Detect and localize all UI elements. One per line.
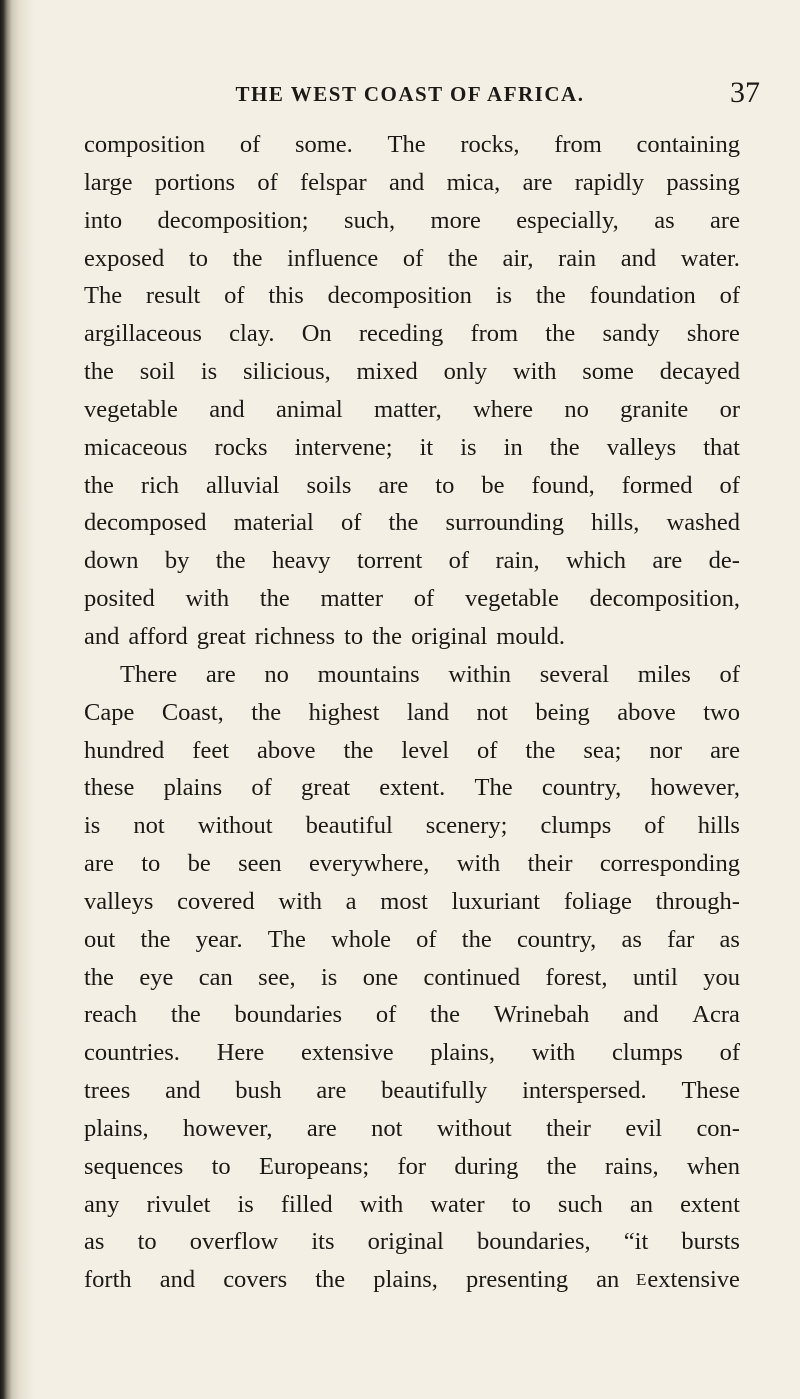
word: decomposed [84,509,207,537]
text-line [84,391,740,429]
word: with [278,887,322,915]
word: until [632,963,678,991]
word: of [224,282,245,310]
text-line [84,1186,740,1224]
word: see, [258,963,296,991]
word: and [388,168,425,196]
word: is [237,1190,254,1218]
word: On [301,320,332,348]
word: the [170,1001,201,1029]
word: be [481,471,505,499]
word: are [205,660,236,688]
text-line [84,1072,740,1110]
word: exposed [84,244,165,272]
word: “it [623,1228,649,1256]
word: water [430,1190,485,1218]
word: Here [216,1039,265,1067]
word: luxuriant [451,887,541,915]
text-line [84,996,740,1034]
word: the [343,736,374,764]
word: or [719,395,740,423]
word: the [259,585,290,613]
word: more [430,206,481,234]
word: the [430,1001,460,1029]
word: you [703,963,740,991]
word: are [84,850,114,878]
word: are [652,547,683,575]
page-number: 37 [730,76,760,109]
text-line [84,240,740,278]
word: decomposition [327,282,472,310]
word: sea; [583,736,622,764]
word: of [448,547,470,575]
word: The [387,131,426,158]
word: within [448,660,512,688]
word: miles [637,660,691,688]
word: some [582,358,634,386]
word: richness [254,622,336,650]
word: into [84,206,123,234]
word: beautifully [381,1077,488,1105]
word: is [320,963,338,991]
word: rivulet [146,1190,211,1218]
body-text [84,126,740,1299]
word: from [554,131,602,158]
word: of [340,509,362,537]
word: during [454,1152,519,1180]
word: animal [275,395,343,423]
word: whole [331,925,391,953]
word: rains, [604,1152,659,1180]
text-line [84,618,740,656]
word: to [435,471,455,499]
word: scenery; [425,812,508,840]
text-line [84,959,740,997]
word: the [232,244,263,272]
word: are [316,1077,347,1105]
word: shore [686,320,740,348]
word: result [145,282,201,310]
word: with [512,358,557,386]
word: intervene; [294,433,393,461]
word: valleys [606,433,677,461]
word: portions [154,168,236,196]
binding-gutter [0,0,34,1399]
text-line [84,883,740,921]
word: this [268,282,304,310]
word: to [511,1190,531,1218]
word: the [549,433,580,461]
word: bush [235,1077,282,1105]
word: beautiful [305,812,393,840]
word: of [644,812,665,840]
text-line [84,202,740,240]
word: to [211,1152,231,1180]
word: is [84,812,101,840]
word: the [461,925,492,953]
word: the [84,963,114,991]
word: great [301,774,351,802]
word: washed [666,509,740,537]
text-line [84,769,740,807]
word: of [257,168,278,196]
word: of [413,585,435,613]
word: however, [650,774,740,802]
word: being [535,698,590,726]
text-line [84,353,740,391]
word: of [251,774,272,802]
word: valleys [84,887,154,915]
word: great [196,622,246,650]
word: Cape [84,698,135,726]
word: micaceous [84,433,188,461]
word: however, [183,1114,273,1142]
word: countries. [84,1039,180,1067]
word: overflow [189,1228,279,1256]
word: the [447,244,478,272]
word: extent [680,1190,740,1218]
word: containing [636,131,740,158]
text-line [84,656,740,694]
word: Europeans; [258,1152,370,1180]
word: can [198,963,233,991]
word: interspersed. [522,1077,647,1105]
word: not [476,698,508,726]
word: level [401,736,450,764]
word: any [84,1190,120,1218]
word: through- [655,887,740,915]
word: felspar [300,168,367,196]
word: a [345,887,357,915]
word: is [495,282,513,310]
word: and [84,622,120,650]
word: matter, [374,395,442,423]
word: boundaries [234,1001,343,1029]
word: decomposition; [157,206,309,234]
word: their [527,850,573,878]
text-line [84,504,740,542]
word: down [84,547,139,575]
word: when [686,1152,740,1180]
text-line [84,542,740,580]
word: its [311,1228,335,1256]
word: water. [680,244,740,272]
word: that [703,433,740,461]
word: formed [621,471,693,499]
word: argillaceous [84,320,202,348]
text-line [84,467,740,505]
word: far [667,925,695,953]
word: evil [625,1114,663,1142]
word: such [557,1190,603,1218]
word: of [416,925,437,953]
word: year. [195,925,243,953]
word: and [209,395,245,423]
word: of [719,660,740,688]
word: the [388,509,419,537]
word: foliage [563,887,632,915]
word: and [159,1266,196,1294]
word: mould. [496,622,566,650]
word: clay. [229,320,275,348]
word: their [546,1114,591,1142]
word: to [137,1228,157,1256]
word: rich [140,471,180,499]
word: bursts [681,1228,740,1256]
word: country, [541,774,622,802]
text-line [84,1110,740,1148]
word: forth [84,1266,132,1294]
word: boundaries, [477,1228,591,1256]
word: Acra [692,1001,740,1029]
word: hundred [84,736,165,764]
word: of [375,1001,397,1029]
word: where [473,395,533,423]
word: above [617,698,676,726]
word: plains, [84,1114,149,1142]
word: con- [696,1114,740,1142]
text-line [84,845,740,883]
word: clumps [612,1039,683,1067]
word: as [654,206,675,234]
word: sequences [84,1152,184,1180]
word: afford [128,622,188,650]
word: matter [320,585,384,613]
word: the [372,622,403,650]
word: an [629,1190,653,1218]
word: granite [620,395,689,423]
word: rocks, [460,131,520,158]
word: of [719,282,740,310]
word: the [545,320,576,348]
word: The [84,282,123,310]
word: original [367,1228,444,1256]
word: is [200,358,218,386]
word: The [267,925,306,953]
word: the [315,1266,346,1294]
word: of [402,244,424,272]
word: it [419,433,434,461]
word: original [411,622,488,650]
word: the [525,736,556,764]
word: feet [192,736,229,764]
running-head: THE WEST COAST OF AFRICA. [235,82,585,106]
word: only [443,358,488,386]
word: silicious, [242,358,331,386]
word: as [719,925,740,953]
word: the [535,282,566,310]
word: country, [516,925,597,953]
word: of [719,1039,740,1067]
word: reach [84,1001,138,1029]
text-line [84,921,740,959]
word: foundation [589,282,696,310]
word: Wrinebah [493,1001,590,1029]
word: these [84,774,135,802]
word: such, [344,206,396,234]
word: plains [163,774,223,802]
word: as [621,925,642,953]
text-line [84,164,740,202]
word: of [477,736,498,764]
word: which [566,547,626,575]
word: presenting [466,1266,569,1294]
word: without [197,812,273,840]
word: rain, [495,547,540,575]
word: several [539,660,610,688]
word: continued [423,963,521,991]
word: of [239,131,261,158]
word: of [719,471,740,499]
word: vegetable [84,395,178,423]
word: the [251,698,282,726]
word: filled [280,1190,333,1218]
word: are [522,168,553,196]
word: as [84,1228,105,1256]
word: composition [84,131,206,158]
word: in [503,433,523,461]
word: surrounding [445,509,564,537]
word: are [378,471,409,499]
word: land [406,698,450,726]
word: two [703,698,740,726]
word: rapidly [574,168,645,196]
word: are [306,1114,337,1142]
word: no [564,395,589,423]
word: most [380,887,428,915]
word: by [164,547,190,575]
word: forest, [545,963,608,991]
text-line [84,315,740,353]
text-line [84,1223,740,1261]
text-line [84,807,740,845]
word: These [681,1077,740,1105]
text-line [84,1148,740,1186]
word: everywhere, [308,850,430,878]
word: hills, [591,509,640,537]
word: with [531,1039,576,1067]
word: soil [139,358,176,386]
word: and [623,1001,659,1029]
word: large [84,168,133,196]
word: de- [708,547,740,575]
word: and [165,1077,201,1105]
word: an [596,1266,620,1294]
word: covers [223,1266,288,1294]
word: heavy [272,547,331,575]
word: passing [666,168,740,196]
word: the [546,1152,577,1180]
word: extensive [301,1039,394,1067]
word: the [215,547,246,575]
word: The [474,774,513,802]
word: mica, [446,168,501,196]
word: plains, [373,1266,438,1294]
word: out [84,925,116,953]
word: found, [531,471,595,499]
word: especially, [516,206,619,234]
word: plains, [430,1039,495,1067]
word: without [436,1114,512,1142]
word: covered [177,887,255,915]
word: some. [294,131,353,158]
word: to [188,244,208,272]
word: material [233,509,314,537]
word: the [140,925,171,953]
text-line [84,732,740,770]
word: and [620,244,657,272]
word: receding [358,320,444,348]
word: highest [308,698,380,726]
word: to [344,622,364,650]
word: trees [84,1077,131,1105]
word: rocks [214,433,268,461]
word: hills [697,812,740,840]
word: be [187,850,211,878]
word: for [397,1152,427,1180]
word: extensive [647,1266,740,1294]
word: sandy [602,320,660,348]
word: nor [649,736,683,764]
word: rain [558,244,597,272]
word: with [359,1190,404,1218]
word: clumps [540,812,612,840]
word: extent. [379,774,446,802]
word: influence [287,244,379,272]
word: with [185,585,230,613]
word: the [84,358,114,386]
word: air, [502,244,534,272]
word: not [133,812,165,840]
word: posited [84,585,155,613]
word: mountains [317,660,420,688]
text-line [84,277,740,315]
word: Coast, [161,698,224,726]
word: the [84,471,114,499]
word: with [456,850,501,878]
word: There [120,660,178,688]
word: decomposition, [589,585,740,613]
word: mixed [356,358,418,386]
word: from [470,320,519,348]
word: vegetable [464,585,559,613]
text-line [84,580,740,618]
text-line [84,126,740,164]
word: are [710,736,740,764]
word: alluvial [206,471,280,499]
word: above [256,736,316,764]
word: not [371,1114,403,1142]
page-header [60,76,760,116]
word: to [141,850,161,878]
text-line [84,429,740,467]
word: seen [238,850,282,878]
word: no [264,660,289,688]
word: soils [306,471,352,499]
signature-mark: E [636,1270,647,1289]
text-line [84,694,740,732]
word: is [460,433,477,461]
word: decayed [659,358,740,386]
word: are [710,206,740,234]
word: torrent [356,547,423,575]
word: one [362,963,399,991]
word: corresponding [599,850,740,878]
word: eye [139,963,174,991]
text-line [84,1034,740,1072]
